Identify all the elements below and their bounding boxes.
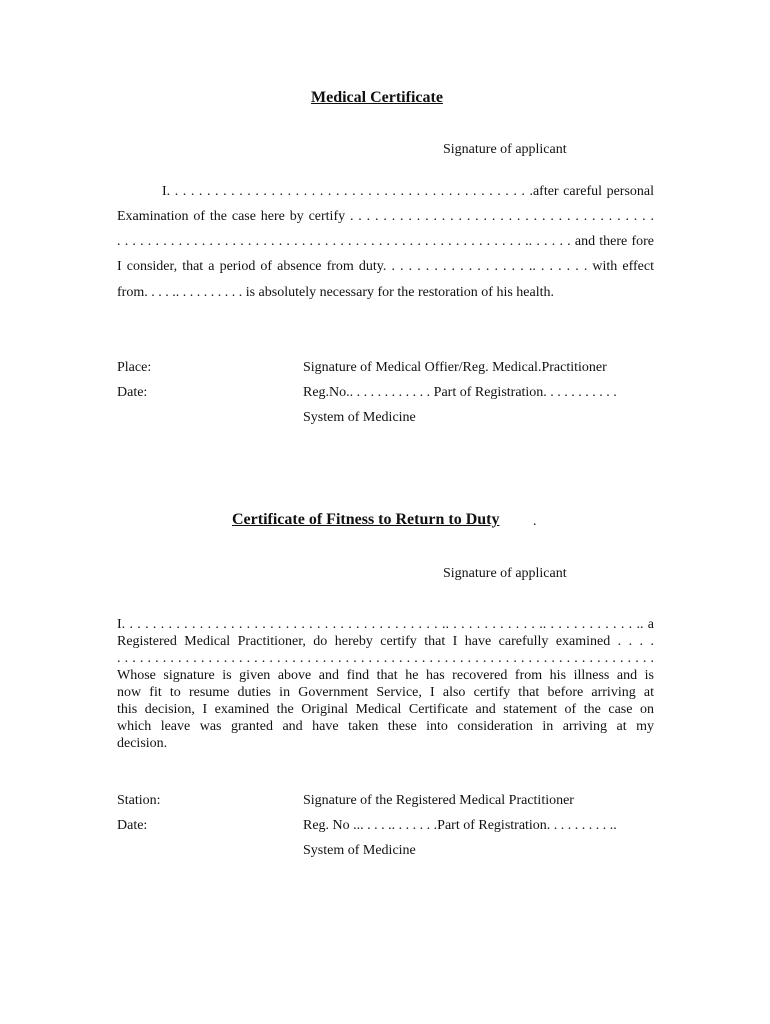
registration-number-line: Reg.No.. . . . . . . . . . . . Part of Registration. . . . . . . . . . .	[303, 385, 617, 400]
fitness-body-line-3: . . . . . . . . . . . . . . . . . . . . . . . . . . . . . . . . . . . . . . . . . . . . . . . . . . . . . . . . . . . . . . . . . . . . . . .	[117, 651, 654, 666]
fitness-date-label: Date:	[117, 818, 148, 833]
place-label: Place:	[117, 360, 152, 375]
fitness-certificate-title-period: .	[533, 514, 537, 529]
fitness-body-line-2: Registered Medical Practitioner, do hereby certify that I have carefully examined . . . .	[117, 634, 654, 649]
practitioner-signature-label: Signature of the Registered Medical Practitioner	[303, 793, 574, 808]
fitness-body-line-7: which leave was granted and have taken these into consideration in arriving at my	[117, 719, 654, 734]
fitness-applicant-signature-label: Signature of applicant	[443, 566, 567, 581]
fitness-certificate-title: Certificate of Fitness to Return to Duty	[232, 511, 500, 528]
fitness-certificate-body	[117, 616, 654, 752]
fitness-body-line-1: I. . . . . . . . . . . . . . . . . . . . . . . . . . . . . . . . . . . . . . . . . .. . . . . . . . . . . . .. . . . . . . . . . . . .. a	[117, 617, 654, 632]
certificate-body-line-1: I. . . . . . . . . . . . . . . . . . . . . . . . . . . . . . . . . . . . . . . . . . . . . .after careful personal	[162, 184, 654, 199]
medical-certificate-title: Medical Certificate	[311, 89, 443, 106]
fitness-body-line-4: Whose signature is given above and find that he has recovered from his illness and is	[117, 668, 654, 683]
station-label: Station:	[117, 793, 161, 808]
fitness-body-line-6: this decision, I examined the Original Medical Certificate and statement of the case on	[117, 702, 654, 717]
fitness-body-line-5: now fit to resume duties in Government Service, I also certify that before arriving at	[117, 685, 654, 700]
applicant-signature-label: Signature of applicant	[443, 142, 567, 157]
certificate-body-line-2: Examination of the case here by certify . . . . . . . . . . . . . . . . . . . . . . . . . . . . . . . . . . . . .	[117, 209, 654, 224]
fitness-body-line-8: decision.	[117, 736, 168, 751]
medical-officer-signature-label: Signature of Medical Offier/Reg. Medical.Practitioner	[303, 360, 607, 375]
fitness-system-of-medicine-label: System of Medicine	[303, 843, 416, 858]
date-label: Date:	[117, 385, 148, 400]
certificate-body-line-4: I consider, that a period of absence from duty. . . . . . . . . . . . . . . . . .. . . . . . . with effect	[117, 259, 654, 274]
certificate-body-line-3: . . . . . . . . . . . . . . . . . . . . . . . . . . . . . . . . . . . . . . . . . . . . . . . . . . . . . .. . . . . . and there fore	[117, 234, 654, 249]
certificate-body-line-5: from. . . . .. . . . . . . . . . is absolutely necessary for the restoration of his health.	[117, 285, 555, 300]
system-of-medicine-label: System of Medicine	[303, 410, 416, 425]
fitness-registration-number-line: Reg. No ... . . . .. . . . . . .Part of Registration. . . . . . . . . ..	[303, 818, 617, 833]
